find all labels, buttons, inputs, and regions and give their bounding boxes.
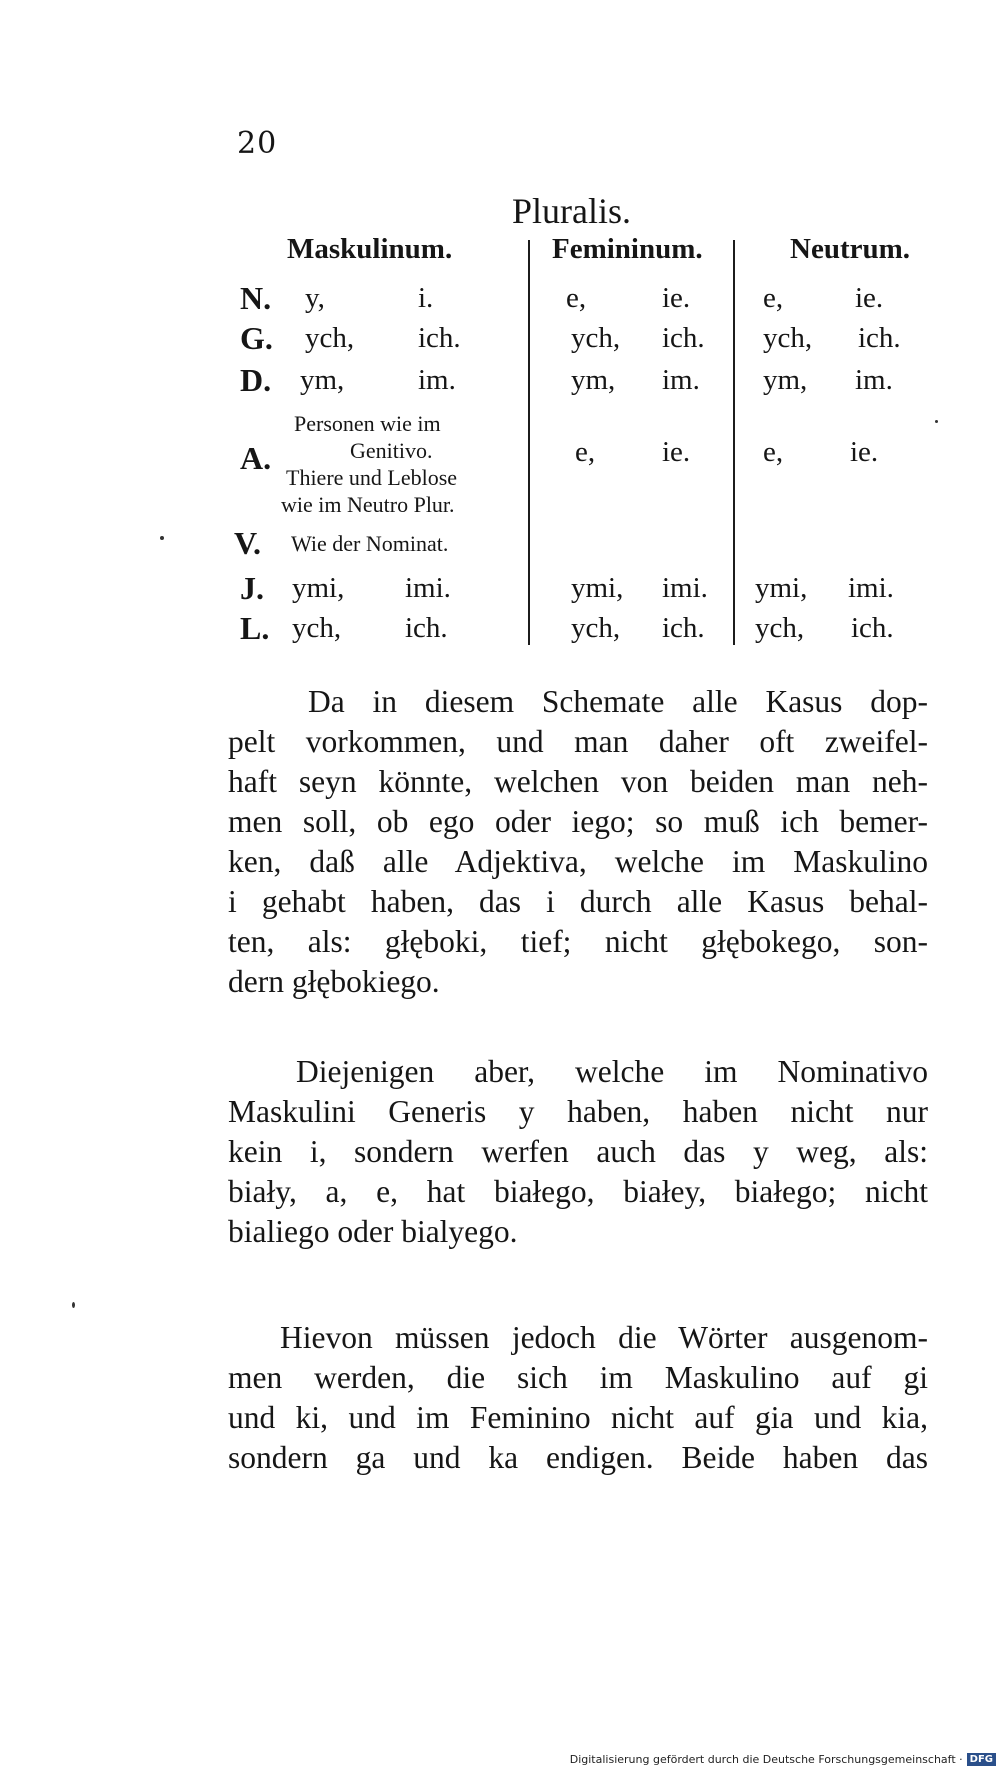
table-divider-right bbox=[733, 240, 735, 645]
table-cell: ymi, bbox=[571, 572, 624, 604]
case-label: J. bbox=[240, 570, 264, 606]
text-line: Diejenigen aber, welche im Nominativo bbox=[296, 1054, 928, 1089]
table-cell: ich. bbox=[858, 322, 901, 354]
table-cell: ym, bbox=[300, 364, 345, 396]
case-label: D. bbox=[240, 362, 272, 398]
text-line: kein i, sondern werfen auch das y weg, als: bbox=[228, 1134, 928, 1169]
table-cell: ich. bbox=[662, 322, 705, 354]
table-cell: ie. bbox=[855, 282, 884, 314]
page-number: 20 bbox=[237, 126, 278, 161]
table-cell: ych, bbox=[571, 322, 621, 354]
text-line: sondern ga und ka endigen. Beide haben das bbox=[228, 1440, 928, 1475]
table-cell: ich. bbox=[662, 612, 705, 644]
text-line: i gehabt haben, das i durch alle Kasus behal- bbox=[228, 884, 928, 919]
table-cell: ych, bbox=[305, 322, 355, 354]
table-cell: imi. bbox=[848, 572, 894, 604]
header-femininum: Femininum. bbox=[552, 233, 703, 265]
table-divider-left bbox=[528, 240, 530, 645]
table-cell: ym, bbox=[763, 364, 808, 396]
dfg-logo: DFG bbox=[967, 1753, 996, 1766]
table-cell: ych, bbox=[571, 612, 621, 644]
text-line: ken, daß alle Adjektiva, welche im Maskulino bbox=[228, 844, 928, 879]
text-line: Da in diesem Schemate alle Kasus dop- bbox=[308, 684, 928, 719]
table-cell: ich. bbox=[418, 322, 461, 354]
table-cell: e, bbox=[763, 436, 784, 468]
speck bbox=[935, 420, 938, 423]
text-line: und ki, und im Feminino nicht auf gia und kia, bbox=[228, 1400, 928, 1435]
table-cell: ie. bbox=[662, 282, 691, 314]
note-line: wie im Neutro Plur. bbox=[281, 492, 455, 517]
table-cell: ych, bbox=[755, 612, 805, 644]
footer-text: Digitalisierung gefördert durch die Deutsche Forschungsgemeinschaft · bbox=[569, 1753, 963, 1766]
table-cell: imi. bbox=[405, 572, 451, 604]
table-cell: ie. bbox=[850, 436, 879, 468]
digitization-footer bbox=[570, 1753, 996, 1766]
note-line: Genitivo. bbox=[350, 438, 433, 463]
table-cell: ych, bbox=[763, 322, 813, 354]
table-cell: e, bbox=[763, 282, 784, 314]
header-maskulinum: Maskulinum. bbox=[287, 233, 453, 265]
note-line: Thiere und Leblose bbox=[286, 465, 458, 490]
table-cell: e, bbox=[575, 436, 596, 468]
table-cell: ich. bbox=[851, 612, 894, 644]
table-cell: ym, bbox=[571, 364, 616, 396]
vocative-note: Wie der Nominat. bbox=[291, 531, 449, 556]
text-line: dern głębokiego. bbox=[228, 964, 440, 999]
case-label: G. bbox=[240, 320, 273, 356]
header-neutrum: Neutrum. bbox=[790, 233, 911, 265]
case-label: A. bbox=[240, 440, 272, 476]
paragraph bbox=[228, 1052, 928, 1252]
text-line: bialiego oder bialyego. bbox=[228, 1214, 518, 1249]
table-cell: ych, bbox=[292, 612, 342, 644]
table-cell: y, bbox=[305, 282, 325, 314]
case-label: L. bbox=[240, 610, 270, 646]
text-line: biały, a, e, hat białego, białey, białego; nicht bbox=[228, 1174, 928, 1209]
table-cell: im. bbox=[418, 364, 456, 396]
speck bbox=[160, 536, 164, 540]
text-line: haft seyn könnte, welchen von beiden man neh- bbox=[228, 764, 928, 799]
table-cell: i. bbox=[418, 282, 434, 314]
text-line: ten, als: głęboki, tief; nicht głębokego, son- bbox=[228, 924, 928, 959]
case-label: V. bbox=[234, 525, 261, 561]
text-line: men soll, ob ego oder iego; so muß ich bemer- bbox=[228, 804, 928, 839]
paragraph bbox=[228, 682, 928, 1002]
table-cell: ymi, bbox=[292, 572, 345, 604]
table-cell: ich. bbox=[405, 612, 448, 644]
table-cell: imi. bbox=[662, 572, 708, 604]
accusative-note bbox=[281, 410, 458, 518]
table-cell: ie. bbox=[662, 436, 691, 468]
text-line: men werden, die sich im Maskulino auf gi bbox=[228, 1360, 928, 1395]
paragraph bbox=[228, 1318, 928, 1478]
table-cell: im. bbox=[855, 364, 893, 396]
table-cell: im. bbox=[662, 364, 700, 396]
case-label: N. bbox=[240, 280, 272, 316]
note-line: Personen wie im bbox=[294, 411, 441, 436]
text-line: Hievon müssen jedoch die Wörter ausgenom- bbox=[280, 1320, 928, 1355]
speck bbox=[72, 1302, 75, 1308]
text-line: Maskulini Generis y haben, haben nicht nur bbox=[228, 1094, 928, 1129]
text-line: pelt vorkommen, und man daher oft zweifel- bbox=[228, 724, 928, 759]
table-cell: ymi, bbox=[755, 572, 808, 604]
table-cell: e, bbox=[566, 282, 587, 314]
table-title: Pluralis. bbox=[512, 191, 632, 231]
